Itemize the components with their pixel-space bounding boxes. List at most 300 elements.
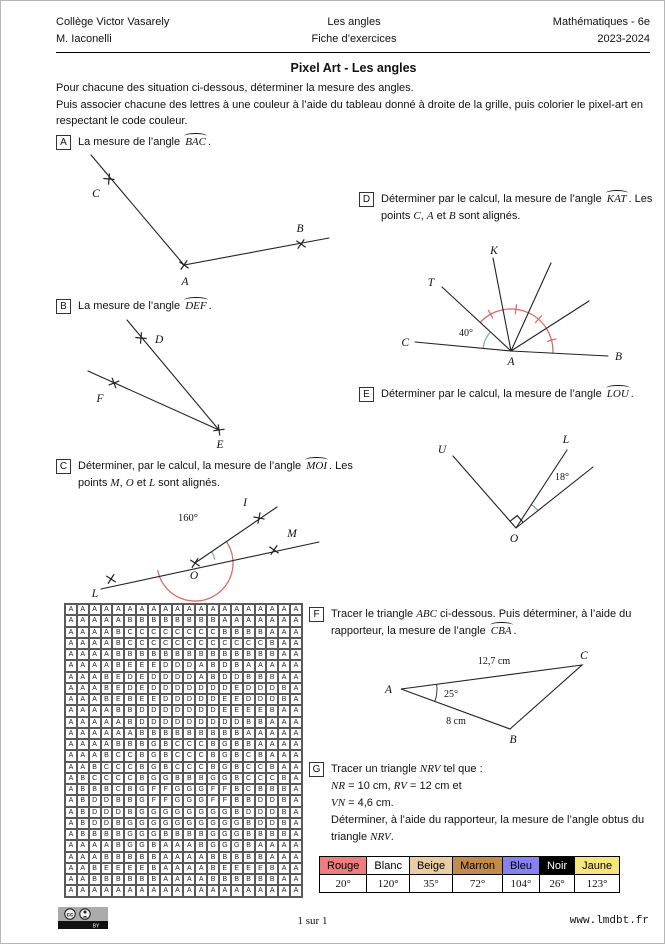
pixel-grid-cell: A xyxy=(290,784,302,795)
angle-name: KAT xyxy=(606,193,627,205)
angle-value-18: 18° xyxy=(555,472,569,483)
pixel-grid-cell: B xyxy=(243,818,255,829)
text-run: . xyxy=(208,300,212,312)
pixel-grid-cell: B xyxy=(207,649,219,660)
text-run: Déterminer par le calcul, la mesure de l’angle xyxy=(381,193,605,205)
pixel-grid-cell: A xyxy=(101,840,113,851)
pixel-grid-row xyxy=(65,773,302,784)
pixel-grid-cell: A xyxy=(278,863,290,874)
pixel-grid-cell: G xyxy=(219,829,231,840)
diagram-a-rays xyxy=(91,155,329,265)
pixel-grid-cell: G xyxy=(231,829,243,840)
pixel-grid-cell: D xyxy=(160,717,172,728)
pixel-grid-cell: A xyxy=(290,818,302,829)
pixel-grid-cell: A xyxy=(65,750,77,761)
pixel-grid-cell: B xyxy=(148,728,160,739)
pixel-grid-cell: A xyxy=(278,615,290,626)
intro-line-2: Puis associer chacune des lettres à une couleur à l’aide du tableau donné à droite de la grille, puis colorier le pixel-art en respectant le code couleur. xyxy=(56,98,644,127)
angle-name: DEF xyxy=(185,300,207,312)
pixel-grid-cell: B xyxy=(243,717,255,728)
pixel-grid-cell: A xyxy=(172,604,184,615)
pixel-grid-cell: B xyxy=(77,795,89,806)
pixel-grid-cell: B xyxy=(231,649,243,660)
pixel-grid-cell: C xyxy=(124,627,136,638)
pixel-grid-cell: D xyxy=(172,694,184,705)
pixel-grid-cell: A xyxy=(89,739,101,750)
problem-a xyxy=(56,134,326,151)
pixel-grid-cell: B xyxy=(255,829,267,840)
pixel-grid-cell: A xyxy=(219,885,231,896)
pixel-grid-cell: B xyxy=(183,773,195,784)
diagram-c-rays xyxy=(101,507,319,589)
pixel-grid-cell: B xyxy=(195,840,207,851)
pixel-grid-cell: D xyxy=(148,705,160,716)
pixel-grid-cell: A xyxy=(89,728,101,739)
pixel-grid-cell: B xyxy=(77,807,89,818)
pixel-grid-cell: D xyxy=(255,795,267,806)
pixel-grid-cell: A xyxy=(290,627,302,638)
pixel-grid-cell: B xyxy=(243,795,255,806)
pixel-grid-cell: G xyxy=(231,840,243,851)
pixel-grid-cell: B xyxy=(255,784,267,795)
color-angle-jaune: 123° xyxy=(575,875,620,893)
pixel-grid-cell: A xyxy=(89,672,101,683)
pixel-grid-cell: B xyxy=(219,627,231,638)
pixel-grid-cell: A xyxy=(278,660,290,671)
text-run: . Les points xyxy=(78,460,353,489)
pixel-grid-cell: A xyxy=(77,705,89,716)
math-variable: A xyxy=(426,210,434,222)
pixel-grid-cell: A xyxy=(77,852,89,863)
pixel-grid-cell: A xyxy=(290,638,302,649)
pixel-grid-cell: D xyxy=(266,683,278,694)
pixel-grid-cell: F xyxy=(219,784,231,795)
problem-g-line-3 xyxy=(331,795,659,812)
pixel-grid-cell: A xyxy=(89,840,101,851)
pixel-grid-cell: G xyxy=(136,795,148,806)
pixel-grid-cell: A xyxy=(101,739,113,750)
text-run: et xyxy=(133,477,149,489)
problem-a-box: A xyxy=(56,135,71,150)
pixel-grid-cell: G xyxy=(172,818,184,829)
pixel-grid-cell: B xyxy=(219,874,231,885)
pixel-grid-cell: D xyxy=(101,795,113,806)
pixel-grid-cell: G xyxy=(219,840,231,851)
pixel-grid-cell: A xyxy=(101,705,113,716)
pixel-grid-cell: D xyxy=(148,672,160,683)
math-variable: M xyxy=(110,477,120,489)
pixel-grid-cell: A xyxy=(266,739,278,750)
pixel-grid-cell: C xyxy=(172,739,184,750)
problem-b-box: B xyxy=(56,299,71,314)
point-label-a: A xyxy=(507,356,515,368)
pixel-grid-cell: A xyxy=(278,852,290,863)
pixel-grid-cell: C xyxy=(124,762,136,773)
pixel-grid-cell: B xyxy=(89,874,101,885)
pixel-grid-cell: A xyxy=(89,717,101,728)
pixel-grid-cell: A xyxy=(290,717,302,728)
pixel-grid-cell: B xyxy=(231,739,243,750)
pixel-grid-cell: A xyxy=(65,840,77,851)
pixel-grid-cell: B xyxy=(255,672,267,683)
pixel-grid-cell: A xyxy=(290,683,302,694)
pixel-grid-cell: B xyxy=(266,649,278,660)
pixel-grid-cell: A xyxy=(89,852,101,863)
point-label-a: A xyxy=(384,684,392,696)
pixel-grid-cell: B xyxy=(148,852,160,863)
pixel-grid-cell: B xyxy=(89,829,101,840)
color-name-beige: Beige xyxy=(409,857,452,875)
pixel-grid-cell: A xyxy=(183,874,195,885)
pixel-grid-row xyxy=(65,627,302,638)
diagram-a-svg xyxy=(56,151,341,293)
point-label-k: K xyxy=(490,245,498,257)
pixel-grid-cell: D xyxy=(243,807,255,818)
header-course: Mathématiques - 6e xyxy=(552,16,650,28)
pixel-grid-cell: A xyxy=(65,615,77,626)
pixel-grid-cell: B xyxy=(112,660,124,671)
pixel-grid-cell: C xyxy=(195,638,207,649)
point-label-b: B xyxy=(615,351,623,363)
pixel-grid-cell: A xyxy=(290,795,302,806)
pixel-grid-cell: A xyxy=(172,863,184,874)
pixel-grid-cell: D xyxy=(136,705,148,716)
pixel-grid-cell: A xyxy=(65,649,77,660)
problem-g-line-2 xyxy=(331,778,659,795)
pixel-grid-cell: B xyxy=(266,705,278,716)
pixel-grid-cell: D xyxy=(195,683,207,694)
pixel-grid-cell: A xyxy=(89,705,101,716)
pixel-grid-cell: C xyxy=(231,638,243,649)
pixel-grid-cell: C xyxy=(124,750,136,761)
pixel-grid-cell: C xyxy=(219,638,231,649)
pixel-grid-cell: B xyxy=(255,649,267,660)
pixel-grid-cell: A xyxy=(278,672,290,683)
pixel-grid-cell: A xyxy=(89,604,101,615)
pixel-grid-cell: E xyxy=(148,660,160,671)
pixel-grid-cell: B xyxy=(278,773,290,784)
pixel-grid-cell: B xyxy=(77,773,89,784)
pixel-grid-cell: G xyxy=(207,829,219,840)
pixel-grid-cell: B xyxy=(148,840,160,851)
pixel-grid-cell: E xyxy=(136,683,148,694)
header-teacher: M. Iaconelli xyxy=(56,33,112,45)
arc-moi xyxy=(212,552,215,560)
pixel-grid-cell: D xyxy=(231,672,243,683)
text-run: . xyxy=(207,136,212,148)
pixel-grid-cell: G xyxy=(219,739,231,750)
math-variable: C xyxy=(413,210,421,222)
pixel-grid-cell: A xyxy=(124,885,136,896)
pixel-grid-cell: A xyxy=(290,649,302,660)
pixel-grid-cell: G xyxy=(136,807,148,818)
pixel-grid-cell: D xyxy=(255,683,267,694)
pixel-grid-cell: A xyxy=(278,762,290,773)
color-table-values-row xyxy=(320,875,620,893)
pixel-grid-cell: A xyxy=(183,604,195,615)
pixel-grid-cell: A xyxy=(172,840,184,851)
math-variable: B xyxy=(448,210,456,222)
pixel-grid-cell: B xyxy=(112,638,124,649)
pixel-grid-cell: B xyxy=(112,649,124,660)
point-label-c: C xyxy=(580,650,588,662)
pixel-grid-cell: B xyxy=(207,863,219,874)
pixel-grid-row xyxy=(65,705,302,716)
point-label-l: L xyxy=(91,588,99,600)
pixel-grid-cell: D xyxy=(207,717,219,728)
diagram-c-svg xyxy=(51,491,323,603)
pixel-grid-cell: B xyxy=(231,750,243,761)
pixel-grid-cell: A xyxy=(77,672,89,683)
pixel-grid-cell: B xyxy=(195,649,207,660)
pixel-grid-cell: B xyxy=(112,874,124,885)
pixel-grid-row xyxy=(65,750,302,761)
color-name-blanc: Blanc xyxy=(367,857,410,875)
point-label-o: O xyxy=(509,533,519,545)
pixel-grid-cell: A xyxy=(65,829,77,840)
pixel-grid-cell: B xyxy=(160,728,172,739)
header-left xyxy=(56,14,169,48)
pixel-grid-cell: B xyxy=(207,615,219,626)
pixel-grid-cell: B xyxy=(195,829,207,840)
color-name-rouge: Rouge xyxy=(320,857,367,875)
pixel-grid-cell: B xyxy=(112,818,124,829)
pixel-grid-cell: B xyxy=(89,784,101,795)
pixel-grid-cell: A xyxy=(77,683,89,694)
pixel-grid-cell: B xyxy=(278,784,290,795)
pixel-grid-cell: B xyxy=(183,649,195,660)
pixel-grid-cell: G xyxy=(172,807,184,818)
pixel-grid-cell: A xyxy=(195,672,207,683)
pixel-grid-cell: A xyxy=(195,863,207,874)
pixel-grid-cell: G xyxy=(160,818,172,829)
pixel-grid-cell: A xyxy=(89,649,101,660)
pixel-grid-cell: A xyxy=(77,739,89,750)
pixel-grid-cell: B xyxy=(124,784,136,795)
pixel-grid-cell: A xyxy=(219,615,231,626)
pixel-grid-cell: D xyxy=(183,672,195,683)
math-variable: NR xyxy=(331,780,346,792)
pixel-grid-row xyxy=(65,717,302,728)
pixel-grid-cell: B xyxy=(255,874,267,885)
problem-g-line-1 xyxy=(331,761,659,778)
pixel-grid-cell: B xyxy=(124,807,136,818)
pixel-grid-cell: C xyxy=(243,773,255,784)
diagram-b-rays xyxy=(88,320,219,430)
text-run: La mesure de l’angle xyxy=(78,300,184,312)
pixel-grid-cell: B xyxy=(77,829,89,840)
pixel-grid-cell: B xyxy=(231,660,243,671)
pixel-grid-cell: A xyxy=(101,627,113,638)
pixel-grid-cell: D xyxy=(219,683,231,694)
point-label-c: C xyxy=(401,337,409,349)
pixel-grid-row xyxy=(65,852,302,863)
pixel-grid-cell: B xyxy=(112,852,124,863)
pixel-grid-cell: B xyxy=(112,705,124,716)
pixel-grid-cell: A xyxy=(290,840,302,851)
pixel-grid-cell: B xyxy=(101,750,113,761)
pixel-grid-cell: C xyxy=(195,762,207,773)
pixel-grid-cell: B xyxy=(172,773,184,784)
point-label-e: E xyxy=(216,439,224,451)
pixel-grid-cell: B xyxy=(219,728,231,739)
pixel-grid-cell: D xyxy=(266,818,278,829)
pixel-grid-cell: G xyxy=(124,840,136,851)
pixel-grid-row xyxy=(65,762,302,773)
pixel-grid-cell: B xyxy=(124,717,136,728)
pixel-grid-cell: G xyxy=(207,840,219,851)
pixel-grid-cell: B xyxy=(207,672,219,683)
pixel-grid-cell: B xyxy=(136,773,148,784)
pixel-grid-cell: A xyxy=(77,762,89,773)
pixel-grid-cell: D xyxy=(172,683,184,694)
text-run: . xyxy=(513,625,517,637)
pixel-grid-cell: B xyxy=(207,874,219,885)
pixel-grid-cell: G xyxy=(148,750,160,761)
pixel-grid-cell: G xyxy=(136,818,148,829)
pixel-grid-cell: B xyxy=(183,829,195,840)
pixel-grid-cell: A xyxy=(290,672,302,683)
pixel-grid-row xyxy=(65,829,302,840)
color-name-marron: Marron xyxy=(453,857,503,875)
pixel-grid-cell: E xyxy=(112,694,124,705)
diagram-b-svg xyxy=(56,311,256,451)
diagram-d-rays xyxy=(415,258,608,356)
pixel-grid-cell: A xyxy=(65,863,77,874)
pixel-grid-cell: A xyxy=(255,615,267,626)
math-variable: RV xyxy=(393,780,407,792)
pixel-grid-cell: A xyxy=(231,615,243,626)
text-run: sont alignés. xyxy=(155,477,220,489)
pixel-grid-cell: A xyxy=(112,717,124,728)
pixel-grid-cell: B xyxy=(101,874,113,885)
pixel-grid-cell: A xyxy=(77,649,89,660)
problem-f xyxy=(309,606,659,640)
pixel-grid-cell: B xyxy=(136,750,148,761)
pixel-grid-cell: A xyxy=(65,660,77,671)
pixel-grid-cell: C xyxy=(243,762,255,773)
right-angle-mark xyxy=(510,516,523,523)
pixel-grid-row xyxy=(65,807,302,818)
pixel-grid-cell: D xyxy=(243,694,255,705)
pixel-grid-cell: B xyxy=(243,829,255,840)
pixel-grid-cell: D xyxy=(255,818,267,829)
pixel-grid-cell: B xyxy=(101,672,113,683)
color-angle-noir: 26° xyxy=(539,875,574,893)
pixel-grid-cell: A xyxy=(278,649,290,660)
pixel-grid-cell: D xyxy=(160,705,172,716)
pixel-grid-cell: D xyxy=(183,660,195,671)
math-variable: VN xyxy=(331,797,346,809)
pixel-grid-cell: G xyxy=(148,829,160,840)
pixel-grid-row xyxy=(65,615,302,626)
pixel-grid-cell: A xyxy=(278,885,290,896)
pixel-grid-cell: B xyxy=(172,615,184,626)
pixel-grid-cell: B xyxy=(124,705,136,716)
pixel-grid-cell: C xyxy=(148,627,160,638)
pixel-grid-cell: E xyxy=(112,863,124,874)
pixel-grid-cell: A xyxy=(183,885,195,896)
point-mark-m xyxy=(269,545,278,554)
pixel-grid-cell: D xyxy=(101,818,113,829)
pixel-grid-cell: A xyxy=(77,750,89,761)
pixel-grid-cell: D xyxy=(183,717,195,728)
pixel-grid-cell: G xyxy=(183,807,195,818)
pixel-grid-cell: A xyxy=(207,885,219,896)
pixel-grid-cell: A xyxy=(77,638,89,649)
pixel-grid-cell: A xyxy=(77,694,89,705)
color-table-names-row xyxy=(320,857,620,875)
pixel-grid-cell: A xyxy=(89,694,101,705)
pixel-grid-cell: A xyxy=(65,728,77,739)
pixel-grid-cell: A xyxy=(278,638,290,649)
pixel-grid-cell: A xyxy=(89,660,101,671)
pixel-grid-cell: E xyxy=(136,660,148,671)
pixel-grid-cell: G xyxy=(231,818,243,829)
pixel-grid-cell: A xyxy=(112,615,124,626)
pixel-grid-cell: C xyxy=(183,627,195,638)
header-center xyxy=(234,14,474,48)
pixel-grid-cell: A xyxy=(148,885,160,896)
pixel-grid-cell: F xyxy=(160,795,172,806)
pixel-grid-cell: F xyxy=(160,784,172,795)
angle-value-25: 25° xyxy=(444,689,458,700)
pixel-grid-cell: G xyxy=(136,829,148,840)
text-run: = 12 cm et xyxy=(406,780,462,792)
pixel-grid-cell: G xyxy=(148,807,160,818)
pixel-grid-cell: D xyxy=(101,807,113,818)
pixel-grid-cell: D xyxy=(136,717,148,728)
point-label-i: I xyxy=(243,497,247,509)
pixel-grid-row xyxy=(65,784,302,795)
pixel-grid-cell: B xyxy=(243,627,255,638)
pixel-grid-cell: C xyxy=(112,784,124,795)
pixel-grid-cell: B xyxy=(160,829,172,840)
pixel-grid-row xyxy=(65,863,302,874)
pixel-grid-cell: C xyxy=(172,627,184,638)
pixel-grid-cell: A xyxy=(65,672,77,683)
pixel-grid-row xyxy=(65,604,302,615)
color-angle-bleu: 104° xyxy=(502,875,539,893)
pixel-grid-row xyxy=(65,638,302,649)
pixel-grid-cell: B xyxy=(243,840,255,851)
problem-e-text xyxy=(381,386,656,403)
pixel-grid-cell: B xyxy=(278,818,290,829)
pixel-grid-cell: B xyxy=(183,728,195,739)
pixel-grid-cell: A xyxy=(266,615,278,626)
pixel-grid-cell: B xyxy=(160,649,172,660)
problem-e xyxy=(359,386,656,403)
point-label-d: D xyxy=(155,334,164,346)
pixel-grid-cell: A xyxy=(290,728,302,739)
pixel-grid-cell: B xyxy=(77,784,89,795)
pixel-grid-cell: A xyxy=(89,683,101,694)
pixel-grid-cell: B xyxy=(160,739,172,750)
pixel-grid-cell: B xyxy=(124,739,136,750)
angle-name: BAC xyxy=(185,136,206,148)
pixel-grid-cell: A xyxy=(160,874,172,885)
pixel-grid-cell: B xyxy=(172,649,184,660)
pixel-grid-cell: B xyxy=(243,852,255,863)
pixel-grid-cell: A xyxy=(77,660,89,671)
pixel-grid-cell: A xyxy=(65,739,77,750)
pixel-grid-cell: D xyxy=(148,717,160,728)
problem-d xyxy=(359,191,656,225)
pixel-grid-cell: A xyxy=(195,852,207,863)
pixel-grid-cell: A xyxy=(231,885,243,896)
point-label-m: M xyxy=(287,528,297,540)
pixel-grid-cell: B xyxy=(148,649,160,660)
